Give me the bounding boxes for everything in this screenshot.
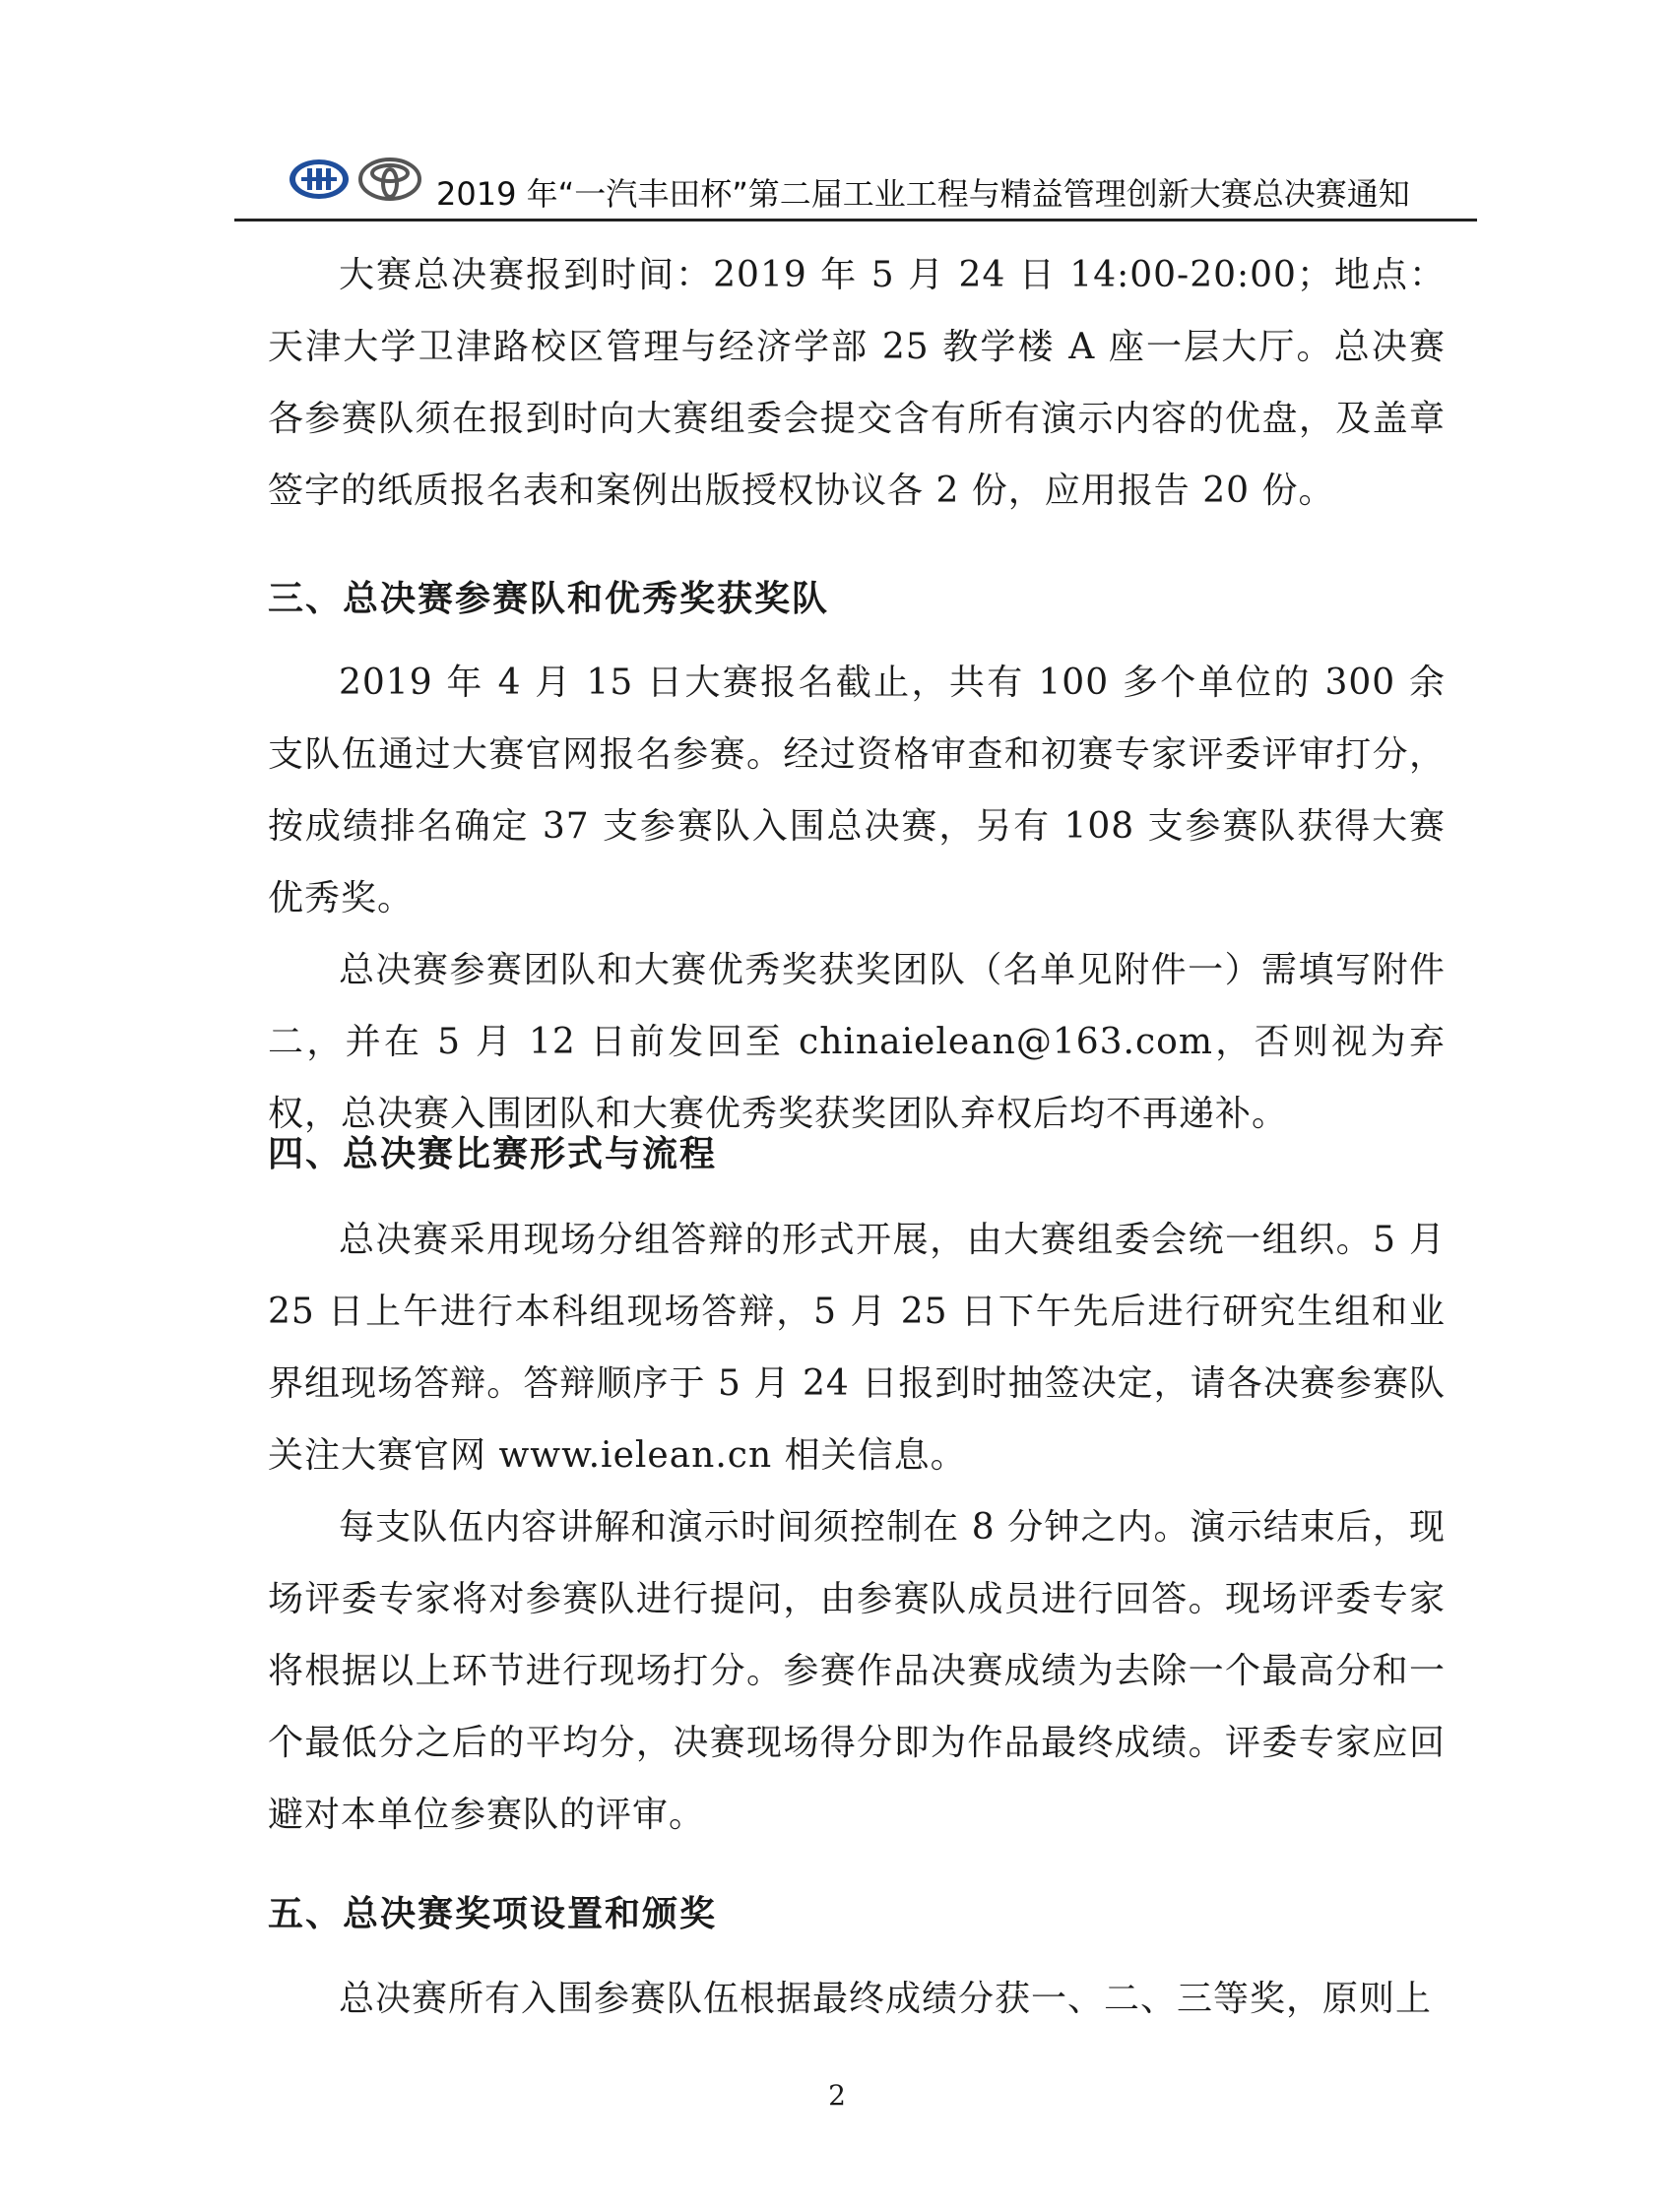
faw-logo-icon (290, 159, 349, 199)
section4-paragraph-1: 总决赛采用现场分组答辩的形式开展，由大赛组委会统一组织。5 月 25 日上午进行本科组现场答辩，5 月 25 日下午先后进行研究生组和业界组现场答辩。答辩顺序于 5 月 24 日报到时抽签决定，请各决赛参赛队关注大赛官网 www.ielean.cn 相关信息。 (268, 1220, 1446, 1476)
section-heading-3: 三、总决赛参赛队和优秀奖获奖队 (268, 579, 830, 619)
faw-toyota-logos-icon (288, 154, 425, 205)
page-number: 2 (828, 2079, 846, 2112)
intro-paragraph: 大赛总决赛报到时间：2019 年 5 月 24 日 14:00-20:00；地点：天津大学卫津路校区管理与经济学部 25 教学楼 A 座一层大厅。总决赛各参赛队须在报到时向大赛组委会提交含有所有演示内容的优盘，及盖章签字的纸质报名表和案例出版授权协议各 2 份，应用报告 20 份。 (268, 255, 1446, 511)
header-title: 2019 年“一汽丰田杯”第二届工业工程与精益管理创新大赛总决赛通知 (436, 175, 1410, 213)
intro-paragraph-block (268, 239, 1446, 527)
section3-body (268, 647, 1446, 1150)
section5-paragraph-1: 总决赛所有入围参赛队伍根据最终成绩分获一、二、三等奖，原则上 (339, 1979, 1433, 2019)
section-heading-5: 五、总决赛奖项设置和颁奖 (268, 1894, 718, 1934)
header-logos (288, 154, 425, 203)
section5-body (268, 1963, 1446, 2035)
section3-paragraph-2: 总决赛参赛团队和大赛优秀奖获奖团队（名单见附件一）需填写附件二，并在 5 月 12 日前发回至 chinaielean@163.com，否则视为弃权，总决赛入围团队和大赛优秀奖获奖团队弃权后均不再递补。 (268, 950, 1446, 1134)
toyota-logo-icon (360, 159, 419, 199)
section3-paragraph-1: 2019 年 4 月 15 日大赛报名截止，共有 100 多个单位的 300 余支队伍通过大赛官网报名参赛。经过资格审查和初赛专家评委评审打分，按成绩排名确定 37 支参赛队入围总决赛，另有 108 支参赛队获得大赛优秀奖。 (268, 663, 1446, 918)
section-heading-4: 四、总决赛比赛形式与流程 (268, 1134, 718, 1174)
page-header (234, 148, 1477, 221)
section4-body (268, 1204, 1446, 1851)
section4-paragraph-2: 每支队伍内容讲解和演示时间须控制在 8 分钟之内。演示结束后，现场评委专家将对参赛队进行提问，由参赛队成员进行回答。现场评委专家将根据以上环节进行现场打分。参赛作品决赛成绩为去除一个最高分和一个最低分之后的平均分，决赛现场得分即为作品最终成绩。评委专家应回避对本单位参赛队的评审。 (268, 1507, 1446, 1835)
